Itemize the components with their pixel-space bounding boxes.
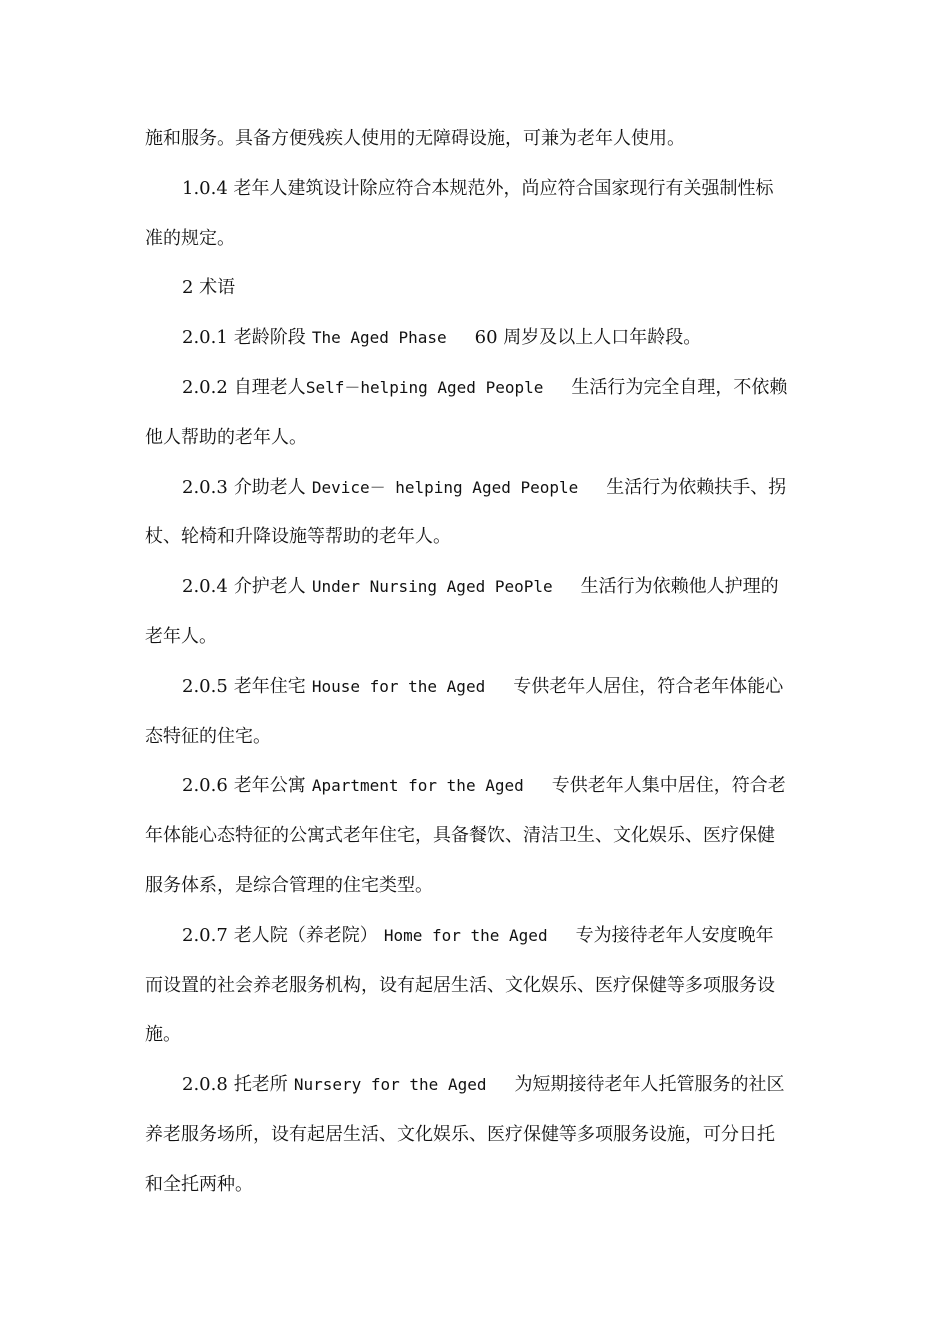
text-line: 年体能心态特征的公寓式老年住宅，具备餐饮、清洁卫生、文化娱乐、医疗保健 <box>145 825 775 847</box>
text-line: 服务体系，是综合管理的住宅类型。 <box>145 874 433 896</box>
term-2-0-4 <box>145 562 810 612</box>
term-definition: 生活行为依赖扶手、拐 <box>606 476 787 498</box>
term-2-0-8 <box>145 1060 810 1110</box>
term-number: 2.0.5 <box>182 675 228 697</box>
term-name: 介助老人 <box>233 476 306 498</box>
term-name: 老年住宅 <box>233 675 306 697</box>
term-name: 老年公寓 <box>233 775 306 797</box>
text-line: 而设置的社会养老服务机构，设有起居生活、文化娱乐、医疗保健等多项服务设 <box>145 974 775 996</box>
section-heading-terms: 2 术语 <box>182 277 236 299</box>
term-definition: 生活行为依赖他人护理的 <box>580 576 779 598</box>
term-definition: 专为接待老年人安度晚年 <box>575 924 774 946</box>
term-number: 2.0.8 <box>182 1074 228 1096</box>
term-name: 自理老人 <box>233 376 306 398</box>
text-line: 施。 <box>145 1024 181 1046</box>
text-line: 养老服务场所，设有起居生活、文化娱乐、医疗保健等多项服务设施，可分日托 <box>145 1123 775 1145</box>
term-name: 老人院（养老院） <box>233 924 378 946</box>
term-2-0-5 <box>145 662 810 712</box>
term-english: Nursery for the Aged <box>293 1075 487 1095</box>
term-definition: 为短期接待老年人托管服务的社区 <box>514 1074 785 1096</box>
term-number: 2.0.3 <box>182 476 228 498</box>
term-definition: 生活行为完全自理，不依赖 <box>571 376 788 398</box>
term-2-0-3 <box>145 463 810 513</box>
term-definition: 60 周岁及以上人口年龄段。 <box>474 327 702 349</box>
term-english: Self－helping Aged People <box>305 377 544 397</box>
term-2-0-1 <box>145 313 810 363</box>
term-number: 2.0.6 <box>182 775 228 797</box>
term-english: Apartment for the Aged <box>311 776 524 796</box>
term-2-0-6 <box>145 761 810 811</box>
term-definition: 专供老年人居住，符合老年体能心 <box>513 675 784 697</box>
term-definition: 专供老年人集中居住，符合老 <box>551 775 786 797</box>
clause-1-0-4: 1.0.4 老年人建筑设计除应符合本规范外，尚应符合国家现行有关强制性标 <box>182 177 774 199</box>
text-line: 他人帮助的老年人。 <box>145 426 307 448</box>
text-line: 施和服务。具备方便残疾人使用的无障碍设施，可兼为老年人使用。 <box>145 128 685 149</box>
text-line: 和全托两种。 <box>145 1173 253 1195</box>
term-number: 2.0.2 <box>182 376 228 398</box>
term-number: 2.0.1 <box>182 327 228 349</box>
text-line: 准的规定。 <box>145 227 235 249</box>
term-number: 2.0.4 <box>182 576 228 598</box>
term-2-0-2 <box>145 363 810 413</box>
term-name: 托老所 <box>233 1074 288 1096</box>
term-english: Home for the Aged <box>383 925 548 945</box>
text-line: 老年人。 <box>145 625 217 647</box>
term-english: Under Nursing Aged PeoPle <box>311 577 553 597</box>
term-english: The Aged Phase <box>311 328 447 348</box>
term-english: House for the Aged <box>311 676 486 696</box>
term-english: Device－ helping Aged People <box>311 477 579 497</box>
term-2-0-7 <box>145 911 810 961</box>
term-name: 老龄阶段 <box>233 327 306 349</box>
text-line: 杖、轮椅和升降设施等帮助的老年人。 <box>145 526 451 548</box>
document-body <box>145 114 810 1210</box>
text-line: 态特征的住宅。 <box>145 725 271 747</box>
term-number: 2.0.7 <box>182 924 228 946</box>
term-name: 介护老人 <box>233 576 306 598</box>
